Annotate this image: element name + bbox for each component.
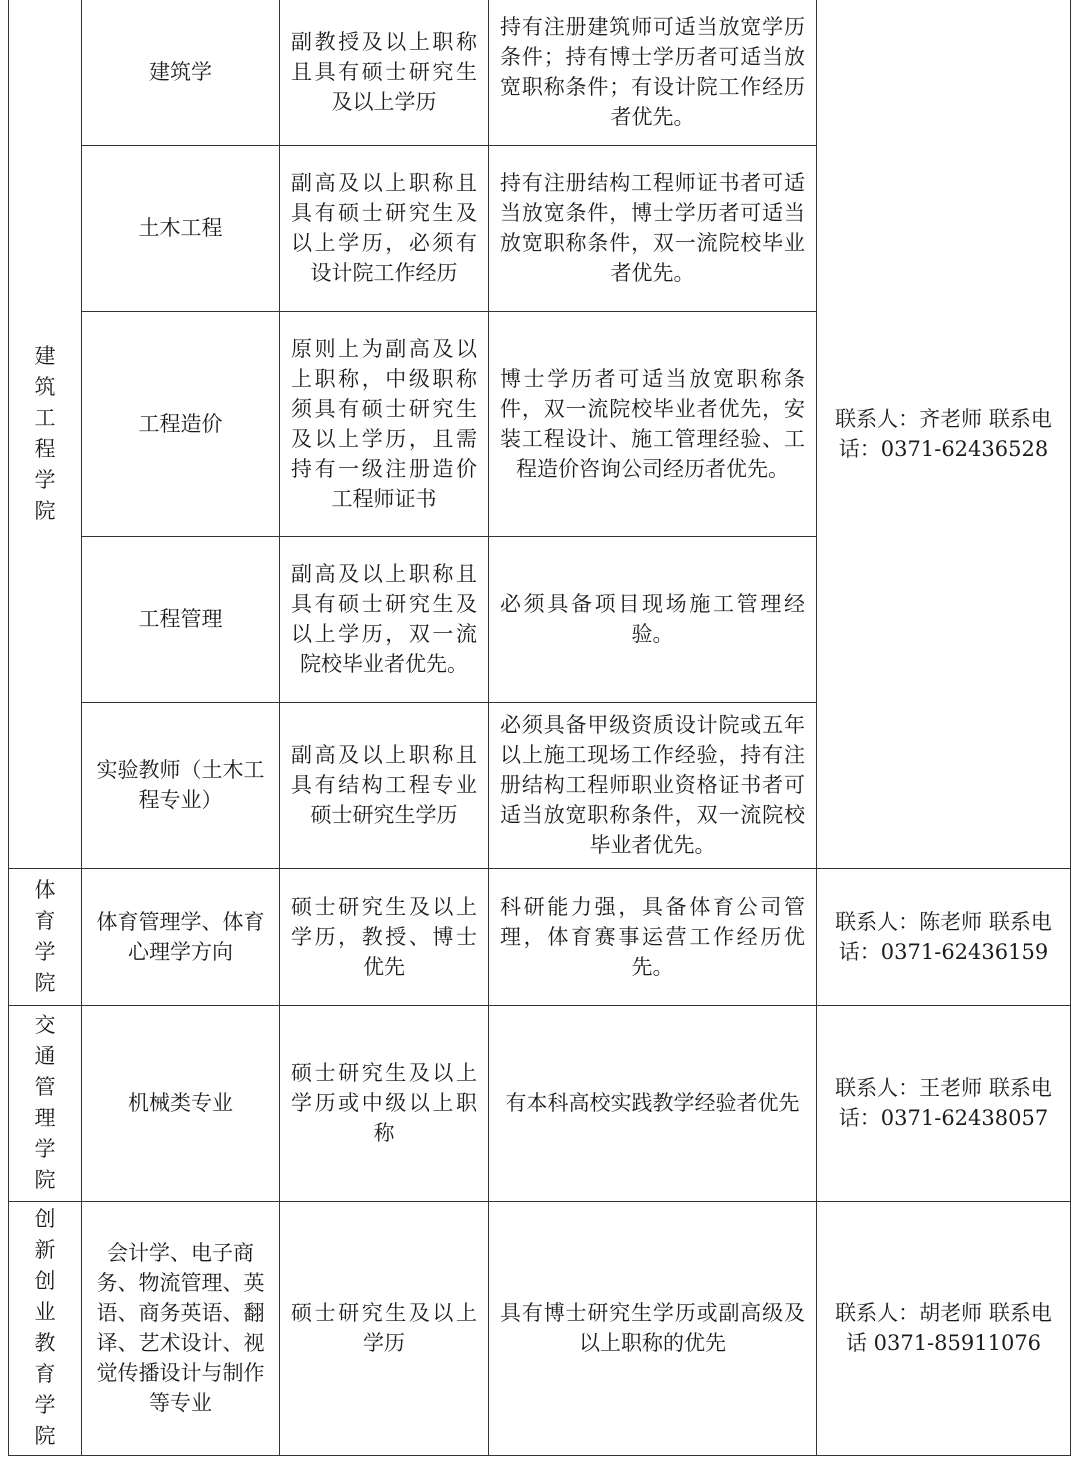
requirement-cell: 科研能力强，具备体育公司管理，体育赛事运营工作经历优先。 bbox=[489, 868, 817, 1005]
education-cell: 副高及以上职称且具有硕士研究生及以上学历，必须有设计院工作经历 bbox=[280, 145, 489, 311]
education-cell: 硕士研究生及以上学历或中级以上职称 bbox=[280, 1005, 489, 1201]
table-row bbox=[9, 868, 1071, 1005]
table-row bbox=[9, 1201, 1071, 1455]
department-name: 交通管理学院 bbox=[34, 1013, 56, 1192]
requirement-cell: 持有注册结构工程师证书者可适当放宽条件，博士学历者可适当放宽职称条件，双一流院校毕业者优先。 bbox=[489, 145, 817, 311]
requirement-cell: 博士学历者可适当放宽职称条件，双一流院校毕业者优先，安装工程设计、施工管理经验、工程造价咨询公司经历者优先。 bbox=[489, 311, 817, 536]
table-row bbox=[9, 1005, 1071, 1201]
education-cell: 原则上为副高及以上职称，中级职称须具有硕士研究生及以上学历，且需持有一级注册造价工程师证书 bbox=[280, 311, 489, 536]
education-cell: 副教授及以上职称且具有硕士研究生及以上学历 bbox=[280, 0, 489, 145]
table-row bbox=[9, 0, 1071, 145]
requirement-cell: 有本科高校实践教学经验者优先 bbox=[489, 1005, 817, 1201]
position-cell: 土木工程 bbox=[82, 145, 280, 311]
department-name: 创新创业教育学院 bbox=[34, 1207, 56, 1448]
contact-cell: 联系人：王老师 联系电话：0371-62438057 bbox=[817, 1005, 1071, 1201]
department-cell bbox=[9, 1005, 82, 1201]
department-cell bbox=[9, 868, 82, 1005]
contact-cell: 联系人：齐老师 联系电话：0371-62436528 bbox=[817, 0, 1071, 868]
position-cell: 工程管理 bbox=[82, 536, 280, 702]
requirement-cell: 持有注册建筑师可适当放宽学历条件；持有博士学历者可适当放宽职称条件；有设计院工作经历者优先。 bbox=[489, 0, 817, 145]
requirement-cell: 具有博士研究生学历或副高级及以上职称的优先 bbox=[489, 1201, 817, 1455]
position-cell: 实验教师（土木工程专业） bbox=[82, 702, 280, 868]
education-cell: 副高及以上职称且具有硕士研究生及以上学历，双一流院校毕业者优先。 bbox=[280, 536, 489, 702]
education-cell: 硕士研究生及以上学历，教授、博士优先 bbox=[280, 868, 489, 1005]
position-cell: 会计学、电子商务、物流管理、英语、商务英语、翻译、艺术设计、视觉传播设计与制作等专业 bbox=[82, 1201, 280, 1455]
department-cell bbox=[9, 1201, 82, 1455]
position-cell: 机械类专业 bbox=[82, 1005, 280, 1201]
position-cell: 建筑学 bbox=[82, 0, 280, 145]
department-name: 建筑工程学院 bbox=[34, 343, 56, 523]
contact-cell: 联系人：陈老师 联系电话：0371-62436159 bbox=[817, 868, 1071, 1005]
requirement-cell: 必须具备甲级资质设计院或五年以上施工现场工作经验，持有注册结构工程师职业资格证书者可适当放宽职称条件，双一流院校毕业者优先。 bbox=[489, 702, 817, 868]
education-cell: 副高及以上职称且具有结构工程专业硕士研究生学历 bbox=[280, 702, 489, 868]
department-name: 体育学院 bbox=[34, 877, 56, 995]
recruitment-table bbox=[8, 0, 1071, 1456]
requirement-cell: 必须具备项目现场施工管理经验。 bbox=[489, 536, 817, 702]
contact-cell: 联系人：胡老师 联系电话 0371-85911076 bbox=[817, 1201, 1071, 1455]
position-cell: 工程造价 bbox=[82, 311, 280, 536]
education-cell: 硕士研究生及以上学历 bbox=[280, 1201, 489, 1455]
department-cell bbox=[9, 0, 82, 868]
position-cell: 体育管理学、体育心理学方向 bbox=[82, 868, 280, 1005]
